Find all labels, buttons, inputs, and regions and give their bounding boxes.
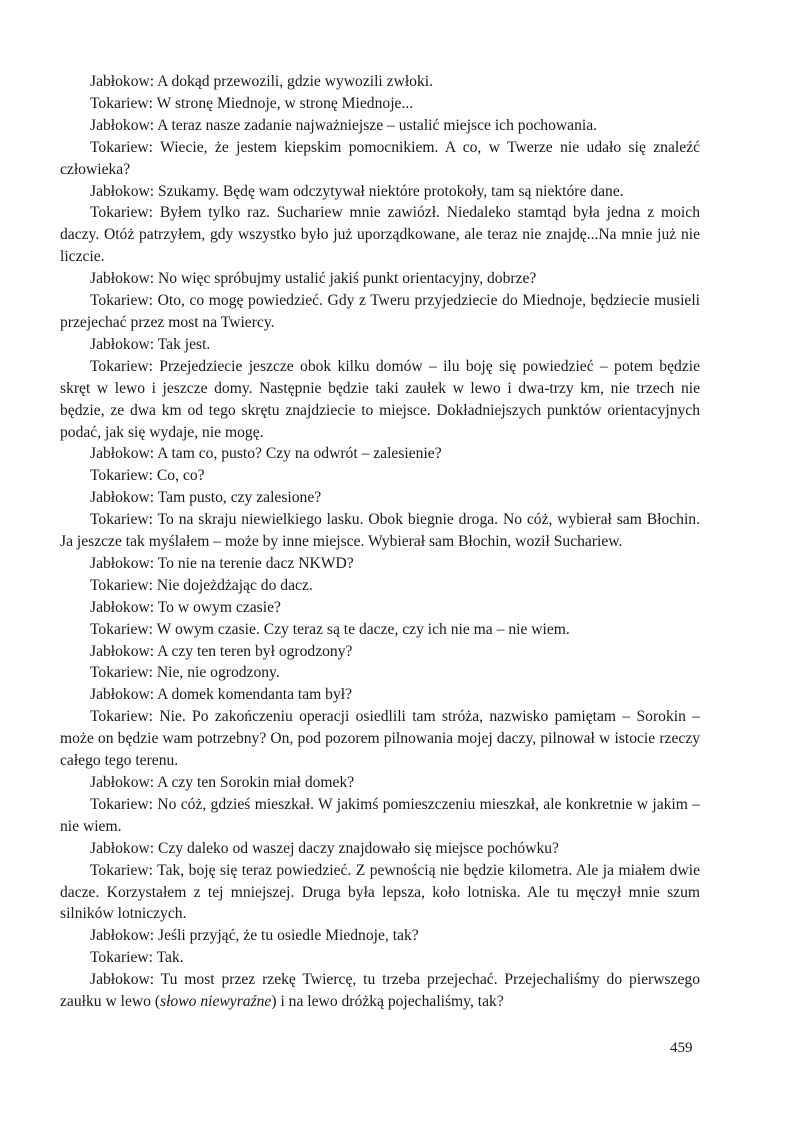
dialogue-paragraph: [60, 181, 700, 203]
utterance-text: To na skraju niewielkiego lasku. Obok biegnie droga. No cóż, wybierał sam Błochin. Ja jeszcze tak myślałem – może by inne miejsce. Wybierał sam Błochin, woził Suchariew.: [60, 511, 700, 551]
utterance-text: A tam co, pusto? Czy na odwrót – zalesienie?: [154, 445, 442, 463]
dialogue-paragraph: [60, 553, 700, 575]
speaker-name: Jabłokow:: [90, 927, 155, 945]
speaker-name: Jabłokow:: [90, 489, 155, 507]
dialogue-paragraph: [60, 202, 700, 268]
utterance-text: Tak, boję się teraz powiedzieć. Z pewnością nie będzie kilometra. Ale ja miałem dwie dacze. Korzystałem z tej mniejszej. Druga była lepsza, koło lotniska. Ale tu męczył mnie szum silników lotniczych.: [60, 861, 700, 923]
utterance-text: Tak.: [153, 949, 184, 967]
utterance-text: Wiecie, że jestem kiepskim pomocnikiem. A co, w Twerze nie udało się znaleźć człowieka?: [60, 138, 700, 178]
utterance-text: Nie dojeżdżając do dacz.: [153, 576, 313, 594]
utterance-text: Szukamy. Będę wam odczytywał niektóre protokoły, tam są niektóre dane.: [154, 182, 624, 200]
utterance-text: W owym czasie. Czy teraz są te dacze, czy ich nie ma – nie wiem.: [153, 620, 570, 638]
utterance-text: A teraz nasze zadanie najważniejsze – ustalić miejsce ich pochowania.: [154, 116, 598, 134]
speaker-name: Tokariew:: [90, 511, 153, 529]
dialogue-paragraph: [60, 947, 700, 969]
utterance-text: Nie, nie ogrodzony.: [153, 664, 280, 682]
dialogue-paragraph: [60, 487, 700, 509]
utterance-text: A czy ten Sorokin miał domek?: [154, 774, 355, 791]
speaker-name: Jabłokow:: [90, 73, 155, 90]
speaker-name: Tokariew:: [90, 664, 153, 682]
dialogue-paragraph: [60, 93, 700, 115]
utterance-text: Przejedziecie jeszcze obok kilku domów – ilu boję się powiedzieć – potem będzie skręt w lewo i jeszcze domy. Następnie będzie taki zaułek w lewo i dwa-trzy km, nie trzech nie będzie, ze dwa km od tego skrętu znajdziecie to miejsce. Dokładniejszych punktów orientacyjnych podać, jak się wydaje, nie mogę.: [60, 357, 700, 441]
speaker-name: Jabłokow:: [90, 445, 155, 463]
utterance-text: No więc spróbujmy ustalić jakiś punkt orientacyjny, dobrze?: [154, 270, 537, 288]
utterance-text-continued: ) i na lewo dróżką pojechaliśmy, tak?: [271, 993, 504, 1011]
utterance-text: Jeśli przyjąć, że tu osiedle Miednoje, tak?: [154, 927, 419, 945]
speaker-name: Jabłokow:: [90, 335, 155, 353]
dialogue-paragraph: [60, 772, 700, 794]
speaker-name: Tokariew:: [90, 204, 153, 222]
dialogue-paragraph: [60, 356, 700, 444]
speaker-name: Jabłokow:: [90, 270, 155, 288]
speaker-name: Tokariew:: [90, 292, 153, 310]
dialogue-paragraph: [60, 443, 700, 465]
speaker-name: Tokariew:: [90, 620, 153, 638]
utterance-text: Tu most przez rzekę Twiercę, tu trzeba przejechać. Przejechaliśmy do pierwszego zaułku w lewo (: [60, 971, 700, 1011]
utterance-text: A dokąd przewozili, gdzie wywozili zwłoki.: [154, 73, 433, 90]
dialogue-paragraph: [60, 71, 700, 93]
page-number: 459: [670, 1040, 693, 1056]
utterance-text: Oto, co mogę powiedzieć. Gdy z Tweru przyjedziecie do Miednoje, będziecie musieli przejechać przez most na Twiercy.: [60, 292, 700, 331]
dialogue-paragraph: [60, 641, 700, 663]
dialogue-paragraph: [60, 597, 700, 619]
dialogue-paragraph: [60, 334, 700, 356]
utterance-text: Co, co?: [153, 467, 205, 485]
dialogue-paragraph: [60, 115, 700, 137]
dialogue-paragraph: [60, 662, 700, 684]
speaker-name: Tokariew:: [90, 94, 153, 112]
speaker-name: Jabłokow:: [90, 116, 155, 134]
dialogue-paragraph: [60, 684, 700, 706]
speaker-name: Tokariew:: [90, 795, 153, 813]
speaker-name: Tokariew:: [90, 576, 153, 594]
speaker-name: Tokariew:: [90, 138, 153, 156]
speaker-name: Tokariew:: [90, 861, 153, 879]
speaker-name: Jabłokow:: [90, 182, 155, 200]
utterance-text: Tam pusto, czy zalesione?: [154, 489, 322, 507]
dialogue-paragraph: [60, 794, 700, 838]
dialogue-paragraph: [60, 925, 700, 947]
dialogue-paragraph: [60, 706, 700, 772]
speaker-name: Jabłokow:: [90, 971, 155, 989]
speaker-name: Tokariew:: [90, 949, 153, 967]
utterance-text: To nie na terenie dacz NKWD?: [154, 554, 354, 572]
dialogue-paragraph: [60, 619, 700, 641]
dialogue-paragraph: [60, 838, 700, 860]
utterance-text: Nie. Po zakończeniu operacji osiedlili tam stróża, nazwisko pamiętam – Sorokin – może on będzie wam potrzebny? On, pod pozorem pilnowania mojej daczy, pilnował w istocie rzeczy całego tego terenu.: [60, 708, 700, 770]
utterance-text: A domek komendanta tam był?: [154, 686, 353, 704]
utterance-text: No cóż, gdzieś mieszkał. W jakimś pomieszczeniu mieszkał, ale konkretnie w jakim – nie wiem.: [60, 795, 700, 835]
speaker-name: Jabłokow:: [90, 686, 155, 704]
body-text: [60, 71, 700, 1013]
dialogue-paragraph: [60, 268, 700, 290]
dialogue-paragraph: [60, 860, 700, 926]
speaker-name: Tokariew:: [90, 357, 153, 375]
speaker-name: Tokariew:: [90, 708, 153, 726]
utterance-text: A czy ten teren był ogrodzony?: [154, 642, 353, 660]
dialogue-paragraph: [60, 969, 700, 1013]
speaker-name: Jabłokow:: [90, 598, 155, 616]
dialogue-paragraph: [60, 575, 700, 597]
utterance-text: Tak jest.: [154, 335, 211, 353]
utterance-text: To w owym czasie?: [154, 598, 281, 616]
speaker-name: Jabłokow:: [90, 554, 155, 572]
speaker-name: Jabłokow:: [90, 642, 155, 660]
utterance-text: W stronę Miednoje, w stronę Miednoje...: [153, 94, 414, 112]
utterance-text: Byłem tylko raz. Suchariew mnie zawiózł. Niedaleko stamtąd była jedna z moich daczy. Otóż patrzyłem, gdy wszystko było już uporządkowane, ale teraz nie znajdę...Na mnie już nie liczcie.: [60, 204, 700, 266]
speaker-name: Jabłokow:: [90, 774, 155, 791]
dialogue-paragraph: [60, 137, 700, 181]
speaker-name: Jabłokow:: [90, 839, 155, 857]
dialogue-paragraph: [60, 509, 700, 553]
speaker-name: Tokariew:: [90, 467, 153, 485]
editorial-note: słowo niewyraźne: [160, 993, 272, 1011]
utterance-text: Czy daleko od waszej daczy znajdowało się miejsce pochówku?: [154, 839, 559, 857]
dialogue-paragraph: [60, 290, 700, 334]
dialogue-paragraph: [60, 465, 700, 487]
